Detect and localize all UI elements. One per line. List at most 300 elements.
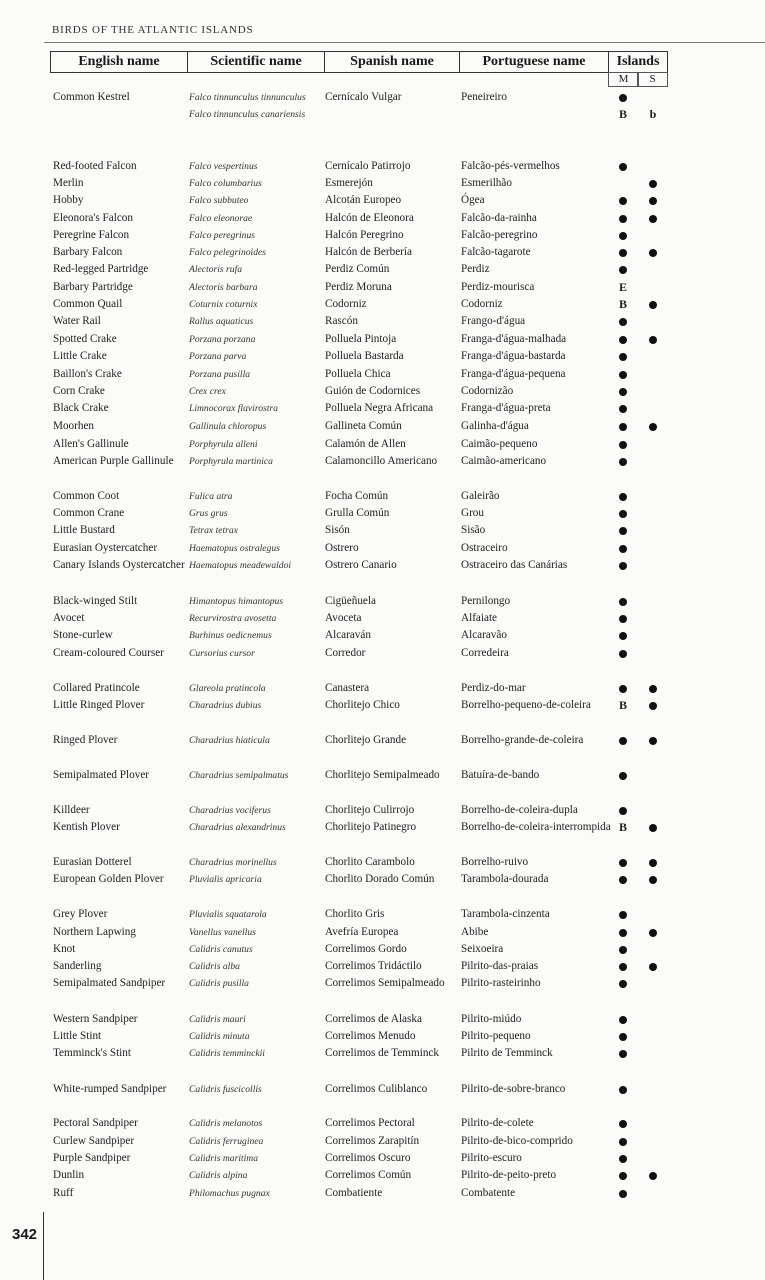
presence-dot-icon xyxy=(649,685,657,693)
portuguese-name-cell: Ógea xyxy=(461,194,485,206)
presence-dot-icon xyxy=(619,1155,627,1163)
island-m-cell xyxy=(609,331,637,348)
spanish-name-cell: Perdiz Común xyxy=(325,263,390,275)
island-s-cell xyxy=(639,175,667,192)
spanish-name-cell: Chorlitejo Grande xyxy=(325,734,407,746)
scientific-name-cell: Grus grus xyxy=(189,508,228,519)
portuguese-name-cell: Grou xyxy=(461,507,484,519)
presence-dot-icon xyxy=(649,963,657,971)
presence-dot-icon xyxy=(619,1086,627,1094)
island-m-cell xyxy=(609,645,637,662)
english-name-cell: Little Stint xyxy=(53,1030,102,1042)
spanish-name-cell: Avefría Europea xyxy=(325,926,399,938)
island-s-cell xyxy=(639,697,667,714)
portuguese-name-cell: Caimão-americano xyxy=(461,455,547,467)
island-m-cell xyxy=(609,313,637,330)
presence-dot-icon xyxy=(619,266,627,274)
presence-dot-icon xyxy=(619,632,627,640)
portuguese-name-cell: Pernilongo xyxy=(461,595,511,607)
english-name-cell: Merlin xyxy=(53,177,84,189)
scientific-name-cell: Porzana pusilla xyxy=(189,369,251,380)
english-name-cell: Peregrine Falcon xyxy=(53,229,130,241)
island-m-cell xyxy=(609,941,637,958)
island-m-cell xyxy=(609,1133,637,1150)
portuguese-name-cell: Pilrito-das-praias xyxy=(461,960,539,972)
presence-dot-icon xyxy=(619,545,627,553)
english-name-cell: Pectoral Sandpiper xyxy=(53,1117,138,1129)
scientific-name-cell: Coturnix coturnix xyxy=(189,299,258,310)
presence-dot-icon xyxy=(649,824,657,832)
english-name-cell: Stone-curlew xyxy=(53,629,113,641)
scientific-name-cell: Alectoris barbara xyxy=(189,282,258,293)
portuguese-name-cell: Franga-d'água-bastarda xyxy=(461,350,566,362)
portuguese-name-cell: Borrelho-ruivo xyxy=(461,856,529,868)
presence-dot-icon xyxy=(649,737,657,745)
island-m-cell xyxy=(609,854,637,871)
portuguese-name-cell: Perdiz xyxy=(461,263,490,275)
spanish-name-cell: Ostrero Canario xyxy=(325,559,397,571)
presence-dot-icon xyxy=(649,876,657,884)
island-m-cell xyxy=(609,505,637,522)
presence-dot-icon xyxy=(619,859,627,867)
header-spanish: Spanish name xyxy=(324,51,460,73)
presence-dot-icon xyxy=(619,441,627,449)
portuguese-name-cell: Falcão-peregrino xyxy=(461,229,538,241)
header-english: English name xyxy=(50,51,188,73)
scientific-name-cell: Charadrius dubius xyxy=(189,700,262,711)
spanish-name-cell: Halcón de Eleonora xyxy=(325,212,414,224)
island-m-cell: B xyxy=(618,698,627,712)
spanish-name-cell: Rascón xyxy=(325,315,358,327)
spanish-name-cell: Correlimos Gordo xyxy=(325,943,407,955)
portuguese-name-cell: Perdiz-mourisca xyxy=(461,281,535,293)
island-s-cell xyxy=(639,732,667,749)
spanish-name-cell: Polluela Pintoja xyxy=(325,333,397,345)
presence-dot-icon xyxy=(619,510,627,518)
english-name-cell: Knot xyxy=(53,943,76,955)
portuguese-name-cell: Codorniz xyxy=(461,298,503,310)
header-portuguese: Portuguese name xyxy=(459,51,609,73)
english-name-cell: Barbary Falcon xyxy=(53,246,123,258)
presence-dot-icon xyxy=(649,180,657,188)
spanish-name-cell: Calamoncillo Americano xyxy=(325,455,438,467)
presence-dot-icon xyxy=(619,929,627,937)
portuguese-name-cell: Pilrito de Temminck xyxy=(461,1047,553,1059)
island-m-cell xyxy=(609,348,637,365)
scientific-name-cell: Charadrius alexandrinus xyxy=(189,822,286,833)
english-name-cell: Killdeer xyxy=(53,804,90,816)
spanish-name-cell: Polluela Negra Africana xyxy=(325,402,434,414)
english-name-cell: Common Coot xyxy=(53,490,120,502)
english-name-cell: Temminck's Stint xyxy=(53,1047,131,1059)
portuguese-name-cell: Borrelho-de-coleira-interrompida xyxy=(461,821,611,833)
spanish-name-cell: Correlimos Tridáctilo xyxy=(325,960,422,972)
english-name-cell: Common Quail xyxy=(53,298,123,310)
island-m-cell xyxy=(609,1167,637,1184)
scientific-name-cell: Burhinus oedicnemus xyxy=(189,630,272,641)
spanish-name-cell: Correlimos de Temminck xyxy=(325,1047,439,1059)
scientific-name-cell: Rallus aquaticus xyxy=(189,316,254,327)
scientific-name-cell: Cursorius cursor xyxy=(189,648,255,659)
island-s-cell xyxy=(639,854,667,871)
scientific-name-cell: Charadrius vociferus xyxy=(189,805,271,816)
scientific-name-cell: Tetrax tetrax xyxy=(189,525,238,536)
presence-dot-icon xyxy=(619,371,627,379)
spanish-name-cell: Correlimos Común xyxy=(325,1169,412,1181)
english-name-cell: Eleonora's Falcon xyxy=(53,212,133,224)
english-name-cell: Red-legged Partridge xyxy=(53,263,149,275)
presence-dot-icon xyxy=(649,215,657,223)
spanish-name-cell: Guión de Codornices xyxy=(325,385,421,397)
portuguese-name-cell: Tarambola-cinzenta xyxy=(461,908,550,920)
portuguese-name-cell: Ostraceiro xyxy=(461,542,508,554)
scientific-name-cell: Calidris maritima xyxy=(189,1153,259,1164)
english-name-cell: Little Ringed Plover xyxy=(53,699,145,711)
presence-dot-icon xyxy=(619,876,627,884)
margin-rule xyxy=(43,1212,44,1280)
island-m-cell xyxy=(609,906,637,923)
scientific-name-cell: Calidris pusilla xyxy=(189,978,249,989)
portuguese-name-cell: Abibe xyxy=(461,926,489,938)
english-name-cell: Sanderling xyxy=(53,960,102,972)
english-name-cell: Red-footed Falcon xyxy=(53,160,137,172)
english-name-cell: Spotted Crake xyxy=(53,333,117,345)
spanish-name-cell: Gallineta Común xyxy=(325,420,402,432)
island-m-cell xyxy=(609,767,637,784)
island-s-cell xyxy=(639,418,667,435)
island-m-cell: B xyxy=(618,107,627,121)
spanish-name-cell: Alcotán Europeo xyxy=(325,194,402,206)
portuguese-name-cell: Pilrito-pequeno xyxy=(461,1030,531,1042)
presence-dot-icon xyxy=(649,336,657,344)
island-m-cell xyxy=(609,418,637,435)
scientific-name-cell: Calidris alpina xyxy=(189,1170,248,1181)
portuguese-name-cell: Pilrito-miúdo xyxy=(461,1013,522,1025)
presence-dot-icon xyxy=(649,702,657,710)
island-m-cell xyxy=(609,924,637,941)
spanish-name-cell: Halcón de Berbería xyxy=(325,246,412,258)
scientific-name-cell: Calidris alba xyxy=(189,961,240,972)
portuguese-name-cell: Pilrito-de-peito-preto xyxy=(461,1169,557,1181)
english-name-cell: Eurasian Oystercatcher xyxy=(53,542,158,554)
island-s-cell xyxy=(639,819,667,836)
island-m-cell xyxy=(609,488,637,505)
portuguese-name-cell: Borrelho-de-coleira-dupla xyxy=(461,804,578,816)
island-m-cell xyxy=(609,244,637,261)
english-name-cell: Baillon's Crake xyxy=(53,368,122,380)
spanish-name-cell: Combatiente xyxy=(325,1187,383,1199)
english-name-cell: Curlew Sandpiper xyxy=(53,1135,135,1147)
spanish-name-cell: Sisón xyxy=(325,524,350,536)
presence-dot-icon xyxy=(619,615,627,623)
english-name-cell: European Golden Plover xyxy=(53,873,164,885)
spanish-name-cell: Correlimos Oscuro xyxy=(325,1152,411,1164)
scientific-name-cell: Charadrius semipalmatus xyxy=(189,770,289,781)
presence-dot-icon xyxy=(619,737,627,745)
presence-dot-icon xyxy=(649,859,657,867)
presence-dot-icon xyxy=(619,493,627,501)
english-name-cell: Hobby xyxy=(53,194,84,206)
scientific-name-cell: Porphyrula martinica xyxy=(189,456,273,467)
spanish-name-cell: Cigüeñuela xyxy=(325,595,376,607)
island-m-cell xyxy=(609,261,637,278)
presence-dot-icon xyxy=(619,336,627,344)
spanish-name-cell: Esmerejón xyxy=(325,177,373,189)
spanish-name-cell: Correlimos Culiblanco xyxy=(325,1083,428,1095)
english-name-cell: Allen's Gallinule xyxy=(53,438,129,450)
island-s-cell xyxy=(639,1167,667,1184)
spanish-name-cell: Halcón Peregrino xyxy=(325,229,404,241)
island-m-cell xyxy=(609,227,637,244)
header-islands: Islands xyxy=(608,51,668,73)
spanish-name-cell: Avoceta xyxy=(325,612,362,624)
island-m-cell xyxy=(609,436,637,453)
english-name-cell: Cream-coloured Courser xyxy=(53,647,164,659)
portuguese-name-cell: Pilrito-rasteirinho xyxy=(461,977,541,989)
scientific-name-cell: Haematopus ostralegus xyxy=(189,543,280,554)
presence-dot-icon xyxy=(619,388,627,396)
spanish-name-cell: Ostrero xyxy=(325,542,359,554)
english-name-cell: Black-winged Stilt xyxy=(53,595,138,607)
portuguese-name-cell: Batuíra-de-bando xyxy=(461,769,540,781)
island-m-cell xyxy=(609,1150,637,1167)
scientific-name-cell: Glareola pratincola xyxy=(189,683,266,694)
island-m-cell xyxy=(609,1185,637,1202)
presence-dot-icon xyxy=(649,423,657,431)
scientific-name-cell: Porphyrula alleni xyxy=(189,439,258,450)
spanish-name-cell: Polluela Bastarda xyxy=(325,350,404,362)
spanish-name-cell: Correlimos Menudo xyxy=(325,1030,416,1042)
island-m-cell xyxy=(609,522,637,539)
portuguese-name-cell: Peneireiro xyxy=(461,91,507,103)
spanish-name-cell: Chorlitejo Culirrojo xyxy=(325,804,415,816)
portuguese-name-cell: Sisão xyxy=(461,524,486,536)
island-m-cell xyxy=(609,1011,637,1028)
english-name-cell: Little Crake xyxy=(53,350,107,362)
scientific-name-cell: Calidris melanotos xyxy=(189,1118,263,1129)
portuguese-name-cell: Codornizão xyxy=(461,385,514,397)
presence-dot-icon xyxy=(619,458,627,466)
english-name-cell: Dunlin xyxy=(53,1169,85,1181)
island-s-cell xyxy=(639,924,667,941)
scientific-name-cell: Calidris fuscicollis xyxy=(189,1084,262,1095)
scientific-name-cell: Calidris canutus xyxy=(189,944,253,955)
species-table xyxy=(45,51,667,1204)
scientific-name-cell: Falco vespertinus xyxy=(189,161,258,172)
english-name-cell: Common Kestrel xyxy=(53,91,130,103)
spanish-name-cell: Polluela Chica xyxy=(325,368,391,380)
spanish-name-cell: Correlimos de Alaska xyxy=(325,1013,422,1025)
scientific-name-cell: Himantopus himantopus xyxy=(189,596,284,607)
portuguese-name-cell: Perdiz-do-mar xyxy=(461,682,526,694)
scientific-name-cell: Philomachus pugnax xyxy=(189,1188,270,1199)
english-name-cell: Kentish Plover xyxy=(53,821,120,833)
english-name-cell: Collared Pratincole xyxy=(53,682,140,694)
island-m-cell xyxy=(609,975,637,992)
portuguese-name-cell: Corredeira xyxy=(461,647,509,659)
header-scientific: Scientific name xyxy=(187,51,325,73)
scientific-name-cell: Porzana parva xyxy=(189,351,247,362)
island-m-cell xyxy=(609,210,637,227)
island-m-cell xyxy=(609,453,637,470)
island-s-cell xyxy=(639,210,667,227)
presence-dot-icon xyxy=(619,94,627,102)
presence-dot-icon xyxy=(619,249,627,257)
island-s-cell xyxy=(639,871,667,888)
spanish-name-cell: Correlimos Pectoral xyxy=(325,1117,415,1129)
presence-dot-icon xyxy=(619,527,627,535)
spanish-name-cell: Cernícalo Vulgar xyxy=(325,91,402,103)
island-m-cell xyxy=(609,540,637,557)
portuguese-name-cell: Pilrito-de-sobre-branco xyxy=(461,1083,566,1095)
spanish-name-cell: Chorlitejo Chico xyxy=(325,699,400,711)
portuguese-name-cell: Caimão-pequeno xyxy=(461,438,538,450)
header-m: M xyxy=(608,72,639,87)
island-m-cell xyxy=(609,732,637,749)
scientific-name-cell: Falco pelegrinoides xyxy=(189,247,266,258)
scientific-name-cell: Gallinula chloropus xyxy=(189,421,267,432)
portuguese-name-cell: Franga-d'água-malhada xyxy=(461,333,567,345)
scientific-name-cell: Calidris minuta xyxy=(189,1031,250,1042)
english-name-cell: Semipalmated Plover xyxy=(53,769,150,781)
presence-dot-icon xyxy=(619,423,627,431)
island-s-cell: b xyxy=(649,107,657,121)
header-s: S xyxy=(637,72,668,87)
scientific-name-cell: Porzana porzana xyxy=(189,334,256,345)
scientific-name-cell: Alectoris rufa xyxy=(189,264,243,275)
island-m-cell xyxy=(609,383,637,400)
presence-dot-icon xyxy=(619,598,627,606)
island-m-cell xyxy=(609,871,637,888)
portuguese-name-cell: Falcão-pés-vermelhos xyxy=(461,160,560,172)
spanish-name-cell: Chorlitejo Patinegro xyxy=(325,821,417,833)
island-m-cell xyxy=(609,802,637,819)
presence-dot-icon xyxy=(649,1172,657,1180)
portuguese-name-cell: Pilrito-de-bico-comprido xyxy=(461,1135,573,1147)
presence-dot-icon xyxy=(619,807,627,815)
scientific-name-cell: Falco subbuteo xyxy=(189,195,249,206)
portuguese-name-cell: Franga-d'água-pequena xyxy=(461,368,566,380)
presence-dot-icon xyxy=(619,215,627,223)
presence-dot-icon xyxy=(619,772,627,780)
island-m-cell xyxy=(609,1115,637,1132)
scientific-name-cell: Calidris ferruginea xyxy=(189,1136,264,1147)
english-name-cell: Semipalmated Sandpiper xyxy=(53,977,166,989)
english-name-cell: American Purple Gallinule xyxy=(53,455,174,467)
english-name-cell: Ruff xyxy=(53,1187,74,1199)
island-m-cell xyxy=(609,158,637,175)
spanish-name-cell: Alcaraván xyxy=(325,629,371,641)
island-m-cell xyxy=(609,366,637,383)
scientific-name-cell: Limnocorax flavirostra xyxy=(189,403,278,414)
scientific-name-cell: Pluvialis apricaria xyxy=(189,874,262,885)
island-m-cell xyxy=(609,627,637,644)
island-m-cell: B xyxy=(618,820,627,834)
scientific-name-cell: Calidris mauri xyxy=(189,1014,246,1025)
island-m-cell xyxy=(609,1045,637,1062)
presence-dot-icon xyxy=(619,946,627,954)
scientific-name-cell: Falco tinnunculus canariensis xyxy=(189,109,306,120)
scientific-name-cell: Charadrius hiaticula xyxy=(189,735,270,746)
portuguese-name-cell: Seixoeira xyxy=(461,943,504,955)
portuguese-name-cell: Borrelho-grande-de-coleira xyxy=(461,734,584,746)
presence-dot-icon xyxy=(619,1190,627,1198)
portuguese-name-cell: Galeirão xyxy=(461,490,500,502)
presence-dot-icon xyxy=(649,929,657,937)
english-name-cell: Moorhen xyxy=(53,420,95,432)
scientific-name-cell: Pluvialis squatarola xyxy=(189,909,267,920)
island-m-cell xyxy=(609,1081,637,1098)
portuguese-name-cell: Ostraceiro das Canárias xyxy=(461,559,568,571)
english-name-cell: Western Sandpiper xyxy=(53,1013,138,1025)
portuguese-name-cell: Pilrito-escuro xyxy=(461,1152,522,1164)
presence-dot-icon xyxy=(649,249,657,257)
portuguese-name-cell: Galinha-d'água xyxy=(461,420,529,432)
portuguese-name-cell: Falcão-da-rainha xyxy=(461,212,537,224)
island-s-cell xyxy=(639,296,667,313)
presence-dot-icon xyxy=(619,685,627,693)
scientific-name-cell: Calidris temminckii xyxy=(189,1048,265,1059)
spanish-name-cell: Correlimos Semipalmeado xyxy=(325,977,445,989)
presence-dot-icon xyxy=(619,1120,627,1128)
island-m-cell xyxy=(609,400,637,417)
island-s-cell xyxy=(639,958,667,975)
spanish-name-cell: Grulla Común xyxy=(325,507,390,519)
presence-dot-icon xyxy=(619,963,627,971)
page-number: 342 xyxy=(12,1226,38,1243)
scientific-name-cell: Falco eleonorae xyxy=(189,213,253,224)
island-s-cell xyxy=(639,331,667,348)
scientific-name-cell: Crex crex xyxy=(189,386,226,397)
english-name-cell: White-rumped Sandpiper xyxy=(53,1083,167,1095)
scientific-name-cell: Falco columbarius xyxy=(189,178,262,189)
presence-dot-icon xyxy=(619,1050,627,1058)
spanish-name-cell: Calamón de Allen xyxy=(325,438,406,450)
presence-dot-icon xyxy=(619,980,627,988)
spanish-name-cell: Canastera xyxy=(325,682,370,694)
spanish-name-cell: Chorlito Gris xyxy=(325,908,385,920)
scientific-name-cell: Recurvirostra avosetta xyxy=(189,613,277,624)
scientific-name-cell: Fulica atra xyxy=(189,491,233,502)
presence-dot-icon xyxy=(619,405,627,413)
presence-dot-icon xyxy=(619,353,627,361)
portuguese-name-cell: Pilrito-de-colete xyxy=(461,1117,534,1129)
presence-dot-icon xyxy=(649,301,657,309)
english-name-cell: Purple Sandpiper xyxy=(53,1152,131,1164)
island-m-cell xyxy=(609,1028,637,1045)
scientific-name-cell: Falco peregrinus xyxy=(189,230,255,241)
presence-dot-icon xyxy=(619,1016,627,1024)
english-name-cell: Northern Lapwing xyxy=(53,926,136,938)
spanish-name-cell: Correlimos Zarapitín xyxy=(325,1135,420,1147)
english-name-cell: Common Crane xyxy=(53,507,125,519)
spanish-name-cell: Cernícalo Patirrojo xyxy=(325,160,411,172)
island-s-cell xyxy=(639,680,667,697)
english-name-cell: Grey Plover xyxy=(53,908,108,920)
scientific-name-cell: Haematopus meadewaldoi xyxy=(189,560,292,571)
spanish-name-cell: Perdiz Moruna xyxy=(325,281,392,293)
presence-dot-icon xyxy=(619,163,627,171)
header-rule xyxy=(44,42,765,43)
running-head: BIRDS OF THE ATLANTIC ISLANDS xyxy=(52,24,254,36)
island-m-cell xyxy=(609,89,637,106)
portuguese-name-cell: Alcaravão xyxy=(461,629,507,641)
island-m-cell: B xyxy=(618,297,627,311)
presence-dot-icon xyxy=(619,197,627,205)
presence-dot-icon xyxy=(619,232,627,240)
presence-dot-icon xyxy=(619,911,627,919)
presence-dot-icon xyxy=(619,562,627,570)
